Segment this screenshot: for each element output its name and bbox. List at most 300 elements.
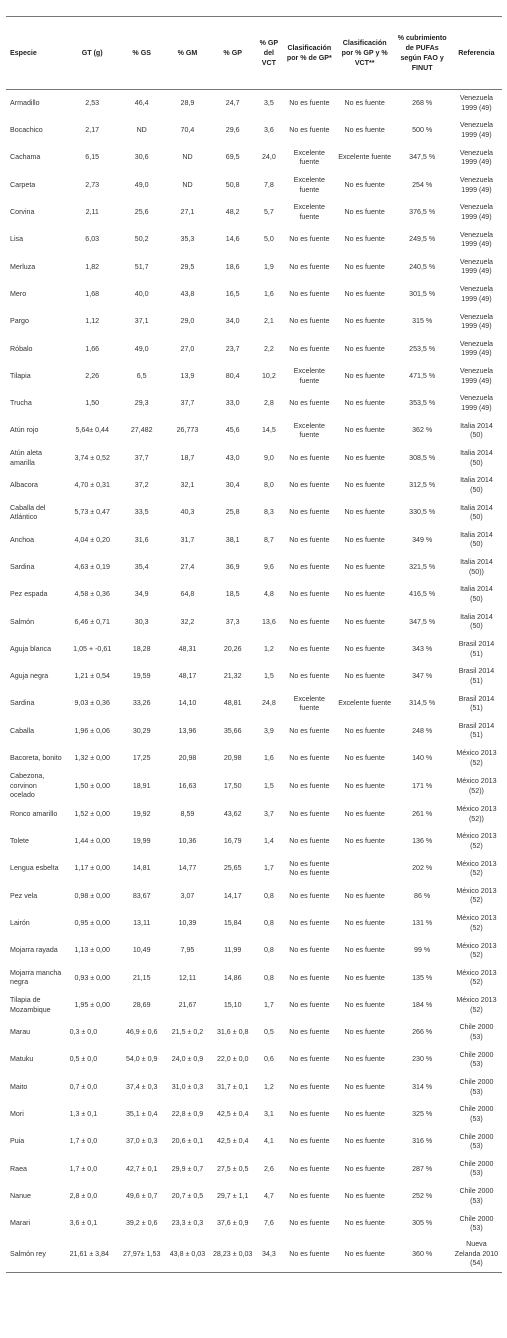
cell-clasificacion-gp: No es fuente xyxy=(289,1137,330,1146)
cell-clasificacion-gp: No es fuente xyxy=(289,317,330,326)
table-row xyxy=(6,172,502,199)
cell-cubrimiento-pufas: 266 % xyxy=(412,1028,433,1037)
table-row xyxy=(6,1047,502,1074)
cell-especie: Aguja negra xyxy=(10,672,49,681)
cell-especie: Ronco amarillo xyxy=(10,809,58,818)
cell-gs: 19,92 xyxy=(132,809,151,818)
table-row xyxy=(6,992,502,1019)
cell-gm: 7,95 xyxy=(180,946,195,955)
cell-clasificacion-gp: No es fuente xyxy=(289,399,330,408)
table-row xyxy=(6,718,502,745)
cell-referencia: Venezuela 1999 (49) xyxy=(459,339,493,358)
cell-gt: 2,8 ± 0,0 xyxy=(69,1191,98,1200)
cell-gs: 21,15 xyxy=(132,973,151,982)
cell-clasificacion-gp-vct: No es fuente xyxy=(344,180,385,189)
cell-gt: 4,63 ± 0,19 xyxy=(74,562,110,571)
cell-clasificacion-gp-vct: No es fuente xyxy=(344,1219,385,1228)
cell-clasificacion-gp: No es fuente xyxy=(289,946,330,955)
cell-cubrimiento-pufas: 252 % xyxy=(412,1191,433,1200)
cell-cubrimiento-pufas: 305 % xyxy=(412,1219,433,1228)
cell-gs: 25,6 xyxy=(134,208,149,217)
cell-gm: 43,8 xyxy=(180,289,195,298)
cell-especie: Caballa del Atlántico xyxy=(10,503,46,522)
cell-especie: Marau xyxy=(10,1028,31,1037)
cell-gm: 26,773 xyxy=(176,426,199,435)
cell-referencia: Venezuela 1999 (49) xyxy=(459,203,493,221)
cell-especie: Tolete xyxy=(10,837,29,846)
cell-gt: 4,70 ± 0,31 xyxy=(74,481,110,490)
cell-clasificacion-gp-vct: No es fuente xyxy=(344,809,385,818)
cell-gs: 37,1 xyxy=(134,317,149,326)
cell-gs: 49,6 ± 0,7 xyxy=(125,1191,158,1200)
cell-gp-vct: 0,5 xyxy=(263,1028,274,1037)
cell-referencia: Italia 2014 (50) xyxy=(460,503,493,522)
cell-clasificacion-gp: No es fuente xyxy=(289,1000,330,1009)
cell-clasificacion-gp: No es fuente xyxy=(289,289,330,298)
cell-clasificacion-gp: No es fuente xyxy=(289,235,330,244)
cell-especie: Armadillo xyxy=(10,98,40,107)
cell-gp: 16,79 xyxy=(223,837,242,846)
cell-clasificacion-gp-vct: No es fuente xyxy=(344,973,385,982)
cell-referencia: México 2013 (52) xyxy=(456,996,497,1014)
cell-clasificacion-gp: No es fuente xyxy=(289,481,330,490)
cell-clasificacion-gp-vct: No es fuente xyxy=(344,399,385,408)
cell-gt: 1,13 ± 0,00 xyxy=(74,946,110,955)
cell-clasificacion-gp-vct: No es fuente xyxy=(344,781,385,790)
cell-cubrimiento-pufas: 315 % xyxy=(412,317,433,326)
cell-clasificacion-gp-vct: No es fuente xyxy=(344,98,385,107)
table-row xyxy=(6,1074,502,1101)
cell-clasificacion-gp: No es fuente xyxy=(289,1082,330,1091)
cell-gm: 3,07 xyxy=(180,891,195,900)
table-row xyxy=(6,117,502,144)
cell-gp: 31,6 ± 0,8 xyxy=(216,1028,249,1037)
cell-gp: 23,7 xyxy=(225,344,240,353)
cell-gp-vct: 34,3 xyxy=(255,1238,283,1273)
cell-clasificacion-gp: No es fuente xyxy=(289,754,330,763)
cell-gs: 18,91 xyxy=(132,781,151,790)
table-row xyxy=(6,636,502,663)
cell-especie: Marari xyxy=(10,1219,31,1228)
cell-gp-vct: 3,5 xyxy=(263,98,274,107)
cell-gp: 25,8 xyxy=(225,508,240,517)
cell-gp-vct: 9,0 xyxy=(263,453,274,462)
cell-clasificacion-gp-vct: No es fuente xyxy=(344,1000,385,1009)
cell-gm: 31,7 xyxy=(180,535,195,544)
cell-gt: 0,98 ± 0,00 xyxy=(74,891,110,900)
cell-especie: Salmón rey xyxy=(6,1238,66,1273)
cell-clasificacion-gp-vct: No es fuente xyxy=(344,1082,385,1091)
cell-clasificacion-gp: No es fuente No es fuente xyxy=(289,859,330,878)
cell-cubrimiento-pufas: 268 % xyxy=(412,98,433,107)
cell-gp: 33,0 xyxy=(225,399,240,408)
cell-gp-vct: 8,7 xyxy=(263,535,274,544)
cell-gp: 22,0 ± 0,0 xyxy=(216,1055,249,1064)
cell-gm: 13,96 xyxy=(178,726,197,735)
cell-gp-vct: 0,8 xyxy=(263,891,274,900)
table-row xyxy=(6,1128,502,1155)
cell-especie: Nanue xyxy=(10,1191,31,1200)
cell-referencia: Venezuela 1999 (49) xyxy=(459,367,493,385)
header-gp: % GP xyxy=(210,17,255,90)
cell-clasificacion-gp: No es fuente xyxy=(289,590,330,599)
cell-referencia: México 2013 (52) xyxy=(456,941,497,960)
cell-clasificacion-gp-vct: Excelente fuente xyxy=(338,699,392,708)
cell-gp: 18,5 xyxy=(225,590,240,599)
cell-gp-vct: 2,6 xyxy=(263,1164,274,1173)
cell-cubrimiento-pufas: 316 % xyxy=(412,1137,433,1146)
cell-especie: Atún aleta amarilla xyxy=(10,449,42,467)
cell-gm: 29,9 ± 0,7 xyxy=(171,1164,204,1173)
cell-gp: 34,0 xyxy=(225,317,240,326)
cell-gt: 1,68 xyxy=(85,289,100,298)
cell-gp-vct: 1,4 xyxy=(263,837,274,846)
cell-gp: 36,9 xyxy=(225,562,240,571)
cell-gp: 37,6 ± 0,9 xyxy=(216,1219,249,1228)
cell-especie: Tilapia de Mozambique xyxy=(10,996,51,1014)
cell-clasificacion-gp: No es fuente xyxy=(289,344,330,353)
cell-gs: 46,9 ± 0,6 xyxy=(125,1028,158,1037)
cell-cubrimiento-pufas: 325 % xyxy=(412,1110,433,1119)
cell-gt: 1,3 ± 0,1 xyxy=(69,1110,98,1119)
cell-especie: Cachama xyxy=(10,153,41,162)
cell-clasificacion-gp-vct: No es fuente xyxy=(344,508,385,517)
cell-gm: 35,3 xyxy=(180,235,195,244)
cell-gm: 32,2 xyxy=(180,617,195,626)
table-row xyxy=(6,390,502,417)
fatty-acid-table xyxy=(6,16,502,1273)
cell-cubrimiento-pufas: 343 % xyxy=(412,644,433,653)
cell-gm: 27,1 xyxy=(180,208,195,217)
cell-gp: 30,4 xyxy=(225,481,240,490)
cell-clasificacion-gp-vct xyxy=(336,856,393,883)
cell-gm: 10,39 xyxy=(178,919,197,927)
cell-gp: 31,7 ± 0,1 xyxy=(216,1082,249,1091)
cell-gp: 25,65 xyxy=(223,864,242,873)
cell-gp: 29,7 ± 1,1 xyxy=(216,1191,249,1200)
cell-especie: Lairón xyxy=(10,919,30,927)
cell-referencia: Italia 2014 (50) xyxy=(460,476,493,494)
cell-cubrimiento-pufas: 314,5 % xyxy=(409,699,436,708)
table-row xyxy=(6,1019,502,1046)
cell-gp-vct: 0,6 xyxy=(263,1055,274,1064)
cell-cubrimiento-pufas: 362 % xyxy=(412,426,433,435)
cell-clasificacion-gp: No es fuente xyxy=(289,644,330,653)
cell-gm: 13,9 xyxy=(180,371,195,380)
cell-referencia: Brasil 2014 (51) xyxy=(458,694,495,713)
cell-gm: 31,0 ± 0,3 xyxy=(171,1082,204,1091)
table-row xyxy=(6,856,502,883)
cell-gt: 0,93 ± 0,00 xyxy=(74,973,110,982)
cell-cubrimiento-pufas: 249,5 % xyxy=(409,235,436,244)
cell-gt: 1,12 xyxy=(85,317,100,326)
cell-clasificacion-gp-vct: Excelente fuente xyxy=(338,153,392,162)
cell-cubrimiento-pufas: 202 % xyxy=(412,864,433,873)
cell-especie: Sardina xyxy=(10,562,35,571)
cell-especie: Mori xyxy=(10,1110,24,1119)
cell-gp-vct: 24,8 xyxy=(261,699,276,708)
cell-gp-vct: 0,8 xyxy=(263,973,274,982)
cell-gp-vct: 3,9 xyxy=(263,726,274,735)
table-row xyxy=(6,199,502,226)
cell-gt: 2,17 xyxy=(85,126,100,135)
table-row xyxy=(6,772,502,801)
cell-cubrimiento-pufas: 321,5 % xyxy=(409,562,436,571)
cell-gs: 6,5 xyxy=(136,371,147,380)
cell-gp-vct: 0,8 xyxy=(263,946,274,955)
cell-gs: 31,6 xyxy=(134,535,149,544)
cell-gs: 27,482 xyxy=(130,426,153,435)
cell-cubrimiento-pufas: 360 % xyxy=(393,1238,450,1273)
cell-clasificacion-gp: Excelente fuente xyxy=(293,148,325,167)
cell-especie: Albacora xyxy=(10,481,38,490)
cell-gs: 37,7 xyxy=(134,453,149,462)
cell-gm: 22,8 ± 0,9 xyxy=(171,1110,204,1119)
cell-especie: Anchoa xyxy=(10,535,35,544)
cell-clasificacion-gp: No es fuente xyxy=(289,726,330,735)
cell-gp-vct: 14,5 xyxy=(261,426,276,435)
cell-gt: 1,50 ± 0,00 xyxy=(74,781,110,790)
table-row xyxy=(6,308,502,335)
cell-clasificacion-gp: No es fuente xyxy=(283,1238,336,1273)
cell-gp-vct: 1,9 xyxy=(263,262,274,271)
cell-clasificacion-gp-vct: No es fuente xyxy=(344,535,385,544)
cell-gp-vct: 3,1 xyxy=(263,1110,274,1119)
cell-clasificacion-gp: No es fuente xyxy=(289,919,330,927)
cell-referencia: Venezuela 1999 (49) xyxy=(459,121,493,139)
cell-especie: Mojarra mancha negra xyxy=(10,968,62,987)
cell-referencia: Brasil 2014 (51) xyxy=(458,721,495,740)
cell-cubrimiento-pufas: 287 % xyxy=(412,1164,433,1173)
cell-gp-vct: 1,2 xyxy=(263,1082,274,1091)
cell-gt: 1,21 ± 0,54 xyxy=(74,672,110,681)
table-row xyxy=(6,445,502,472)
cell-referencia: Italia 2014 (50) xyxy=(460,612,493,631)
cell-gt: 21,61 ± 3,84 xyxy=(66,1238,119,1273)
cell-gs: 37,2 xyxy=(134,481,149,490)
cell-gm: 21,67 xyxy=(178,1000,197,1009)
cell-especie: Pez vela xyxy=(10,891,38,900)
cell-gp-vct: 4,8 xyxy=(263,590,274,599)
cell-clasificacion-gp: No es fuente xyxy=(289,973,330,982)
cell-gp-vct: 1,5 xyxy=(263,781,274,790)
cell-gs: 35,1 ± 0,4 xyxy=(125,1110,158,1119)
table-row xyxy=(6,828,502,855)
cell-referencia: México 2013 (52)) xyxy=(456,777,497,795)
cell-clasificacion-gp: No es fuente xyxy=(289,1028,330,1037)
cell-referencia: Italia 2014 (50)) xyxy=(460,558,493,576)
cell-gt: 1,52 ± 0,00 xyxy=(74,809,110,818)
cell-gp: 11,99 xyxy=(224,946,242,955)
header-especie: Especie xyxy=(6,17,66,90)
cell-gp-vct: 7,6 xyxy=(263,1219,274,1228)
cell-especie: Raea xyxy=(10,1164,27,1173)
cell-gs: 35,4 xyxy=(134,562,149,571)
cell-gt: 1,7 ± 0,0 xyxy=(69,1137,98,1146)
cell-clasificacion-gp-vct: No es fuente xyxy=(344,453,385,462)
cell-especie: Tilapia xyxy=(10,371,31,380)
cell-clasificacion-gp: Excelente fuente xyxy=(293,367,325,385)
cell-referencia: Chile 2000 (53) xyxy=(459,1214,494,1233)
cell-clasificacion-gp: Excelente fuente xyxy=(293,203,325,221)
cell-referencia: México 2013 (52) xyxy=(456,914,497,932)
cell-gp: 21,32 xyxy=(223,672,242,681)
cell-clasificacion-gp: No es fuente xyxy=(289,617,330,626)
cell-gm: 64,8 xyxy=(180,590,195,599)
cell-clasificacion-gp: Excelente fuente xyxy=(293,421,325,440)
cell-gp: 43,62 xyxy=(223,809,242,818)
cell-cubrimiento-pufas: 308,5 % xyxy=(409,453,436,462)
cell-gs: 13,11 xyxy=(133,919,151,927)
cell-gm: 37,7 xyxy=(180,399,195,408)
cell-referencia: México 2013 (52) xyxy=(456,886,497,905)
cell-referencia: Chile 2000 (53) xyxy=(459,1050,494,1069)
cell-gm: 20,7 ± 0,5 xyxy=(171,1191,204,1200)
cell-gm: 24,0 ± 0,9 xyxy=(171,1055,204,1064)
cell-especie: Maito xyxy=(10,1082,28,1091)
cell-referencia: Venezuela 1999 (49) xyxy=(459,257,493,276)
cell-gm: 28,9 xyxy=(180,98,195,107)
cell-gt: 5,73 ± 0,47 xyxy=(74,508,110,517)
cell-clasificacion-gp: No es fuente xyxy=(289,672,330,681)
cell-referencia: Brasil 2014 (51) xyxy=(458,667,495,685)
cell-gp: 50,8 xyxy=(225,180,240,189)
cell-gm: 16,63 xyxy=(178,781,197,790)
cell-especie: Lisa xyxy=(10,235,24,244)
cell-clasificacion-gp-vct: No es fuente xyxy=(344,1164,385,1173)
cell-especie: Cabezona, corvinon ocelado xyxy=(10,772,45,800)
cell-clasificacion-gp-vct: No es fuente xyxy=(344,344,385,353)
table-row xyxy=(6,363,502,390)
cell-clasificacion-gp-vct: No es fuente xyxy=(344,590,385,599)
cell-gs: 27,97± 1,53 xyxy=(119,1238,165,1273)
cell-clasificacion-gp-vct: No es fuente xyxy=(344,426,385,435)
cell-gs: 30,29 xyxy=(132,726,151,735)
cell-gs: 37,0 ± 0,3 xyxy=(125,1137,158,1146)
cell-clasificacion-gp: No es fuente xyxy=(289,535,330,544)
cell-gp: 80,4 xyxy=(225,371,240,380)
cell-especie: Pez espada xyxy=(10,590,48,599)
cell-gs: 33,5 xyxy=(134,508,149,517)
cell-referencia: Chile 2000 (53) xyxy=(459,1023,494,1041)
cell-gp: 20,98 xyxy=(223,754,242,763)
cell-especie: Corvina xyxy=(10,208,35,217)
cell-gt: 0,7 ± 0,0 xyxy=(69,1082,98,1091)
cell-gm: 8,59 xyxy=(180,809,195,818)
cell-cubrimiento-pufas: 353,5 % xyxy=(409,399,436,408)
cell-gp: 24,7 xyxy=(225,98,240,107)
cell-gp-vct: 9,6 xyxy=(263,562,274,571)
cell-gp-vct: 0,8 xyxy=(263,919,274,927)
table-row xyxy=(6,609,502,636)
cell-gt: 0,3 ± 0,0 xyxy=(69,1028,98,1037)
cell-clasificacion-gp-vct: No es fuente xyxy=(344,235,385,244)
cell-cubrimiento-pufas: 301,5 % xyxy=(409,289,436,298)
table-header xyxy=(6,17,502,90)
cell-gp: 42,5 ± 0,4 xyxy=(216,1110,249,1119)
cell-clasificacion-gp-vct: No es fuente xyxy=(344,371,385,380)
cell-gm: 48,31 xyxy=(178,644,197,653)
cell-gs: 83,67 xyxy=(132,891,151,900)
cell-referencia: Venezuela 1999 (49) xyxy=(459,176,493,194)
cell-gm: 32,1 xyxy=(180,481,195,490)
cell-clasificacion-gp: Excelente fuente xyxy=(293,176,325,194)
cell-especie: Pargo xyxy=(10,317,29,326)
cell-clasificacion-gp-vct: No es fuente xyxy=(344,891,385,900)
cell-gp: 69,5 xyxy=(225,153,240,162)
cell-cubrimiento-pufas: 349 % xyxy=(412,535,433,544)
cell-referencia: Venezuela 1999 (49) xyxy=(459,285,493,303)
cell-clasificacion-gp-vct: No es fuente xyxy=(344,754,385,763)
cell-gt: 5,64± 0,44 xyxy=(75,426,109,435)
cell-gs: 50,2 xyxy=(134,235,149,244)
cell-clasificacion-gp: No es fuente xyxy=(289,1055,330,1064)
cell-especie: Puia xyxy=(10,1137,25,1146)
cell-gp-vct: 4,1 xyxy=(263,1137,274,1146)
cell-gs: ND xyxy=(136,126,147,135)
cell-cubrimiento-pufas: 140 % xyxy=(412,754,433,763)
table-row xyxy=(6,418,502,445)
table-row xyxy=(6,254,502,281)
cell-gm: ND xyxy=(182,153,193,162)
cell-clasificacion-gp-vct: No es fuente xyxy=(344,617,385,626)
header-gm: % GM xyxy=(165,17,211,90)
cell-gs: 39,2 ± 0,6 xyxy=(125,1219,158,1228)
table-body xyxy=(6,90,502,1273)
cell-gp-vct: 5,0 xyxy=(263,235,274,244)
cell-clasificacion-gp-vct: No es fuente xyxy=(344,726,385,735)
cell-especie: Salmón xyxy=(10,617,35,626)
cell-clasificacion-gp: No es fuente xyxy=(289,1191,330,1200)
cell-gt: 2,73 xyxy=(85,180,100,189)
table-row xyxy=(6,90,502,118)
cell-gp-vct: 4,7 xyxy=(263,1191,274,1200)
cell-clasificacion-gp-vct: No es fuente xyxy=(344,208,385,217)
cell-gm: 29,0 xyxy=(180,317,195,326)
cell-cubrimiento-pufas: 230 % xyxy=(412,1055,433,1064)
cell-referencia: México 2013 (52) xyxy=(456,749,497,767)
cell-gp: 18,6 xyxy=(225,262,240,271)
cell-gs: 18,28 xyxy=(132,644,151,653)
table-row xyxy=(6,663,502,690)
cell-cubrimiento-pufas: 184 % xyxy=(412,1000,433,1009)
table-row xyxy=(6,801,502,828)
cell-gm: 18,7 xyxy=(180,453,195,462)
cell-gp: 14,17 xyxy=(223,891,242,900)
cell-gt: 1,05 + -0,61 xyxy=(73,644,112,653)
table-row xyxy=(6,910,502,937)
cell-clasificacion-gp-vct: No es fuente xyxy=(344,672,385,681)
cell-gp-vct: 2,1 xyxy=(263,317,274,326)
cell-clasificacion-gp-vct: No es fuente xyxy=(344,1028,385,1037)
cell-referencia: Italia 2014 (50) xyxy=(460,530,493,549)
cell-gp: 48,2 xyxy=(225,208,240,217)
table-row xyxy=(6,581,502,608)
cell-gt: 1,17 ± 0,00 xyxy=(74,864,110,873)
header-row xyxy=(6,17,502,90)
cell-gm: 29,5 xyxy=(180,262,195,271)
table-row xyxy=(6,883,502,910)
cell-gp-vct: 1,6 xyxy=(263,754,274,763)
cell-cubrimiento-pufas: 416,5 % xyxy=(409,590,436,599)
cell-gt: 6,03 xyxy=(85,235,100,244)
cell-clasificacion-gp-vct: No es fuente xyxy=(344,837,385,846)
cell-gt: 0,95 ± 0,00 xyxy=(74,919,110,927)
cell-gp: 28,23 ± 0,03 xyxy=(210,1238,255,1273)
cell-clasificacion-gp: No es fuente xyxy=(289,508,330,517)
cell-gp: 20,26 xyxy=(223,644,242,653)
cell-clasificacion-gp-vct: No es fuente xyxy=(344,317,385,326)
